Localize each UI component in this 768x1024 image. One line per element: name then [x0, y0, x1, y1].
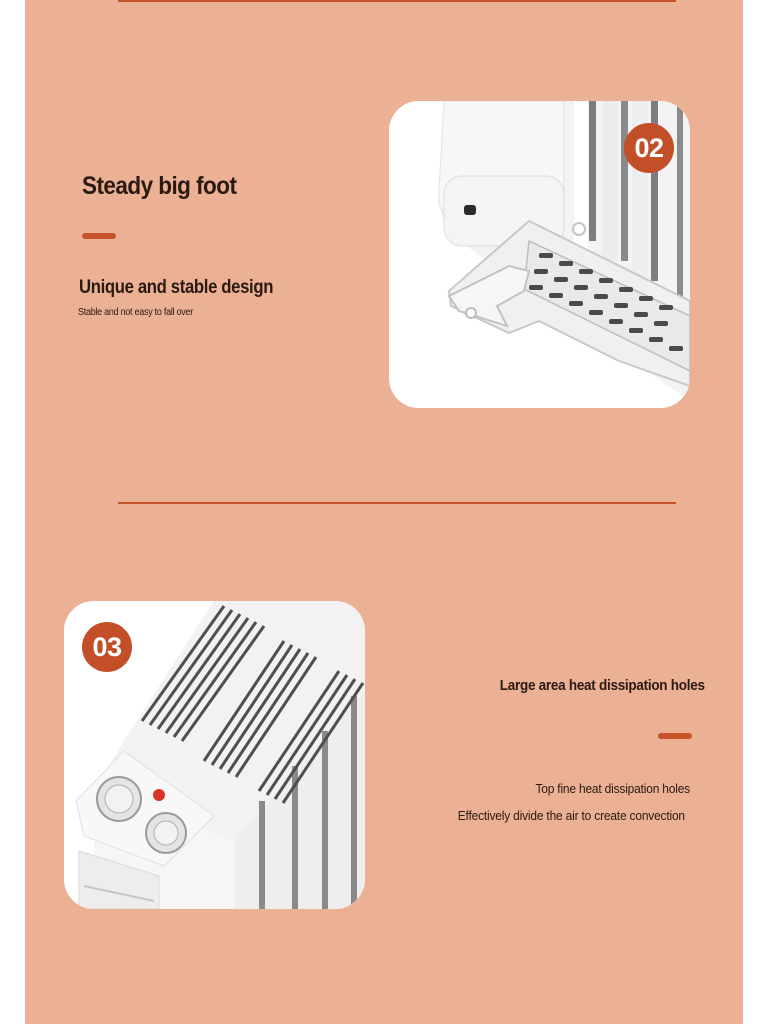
top-divider: [118, 0, 676, 2]
section-03-number-badge: 03: [82, 622, 132, 672]
section-02-subtitle: Unique and stable design: [79, 277, 274, 298]
section-03-line2: Effectively divide the air to create convection: [457, 808, 685, 823]
heater-vents-photo: [64, 601, 365, 909]
section-02-title: Steady big foot: [82, 172, 237, 200]
section-02-number-badge: 02: [624, 123, 674, 173]
section-02-caption: Stable and not easy to fall over: [78, 307, 193, 318]
section-03-title: Large area heat dissipation holes: [500, 677, 705, 694]
middle-divider: [118, 502, 676, 504]
section-03-accent-bar: [658, 733, 692, 739]
section-02-accent-bar: [82, 233, 116, 239]
section-03-line1: Top fine heat dissipation holes: [535, 781, 690, 796]
heater-foot-photo: [389, 101, 690, 408]
